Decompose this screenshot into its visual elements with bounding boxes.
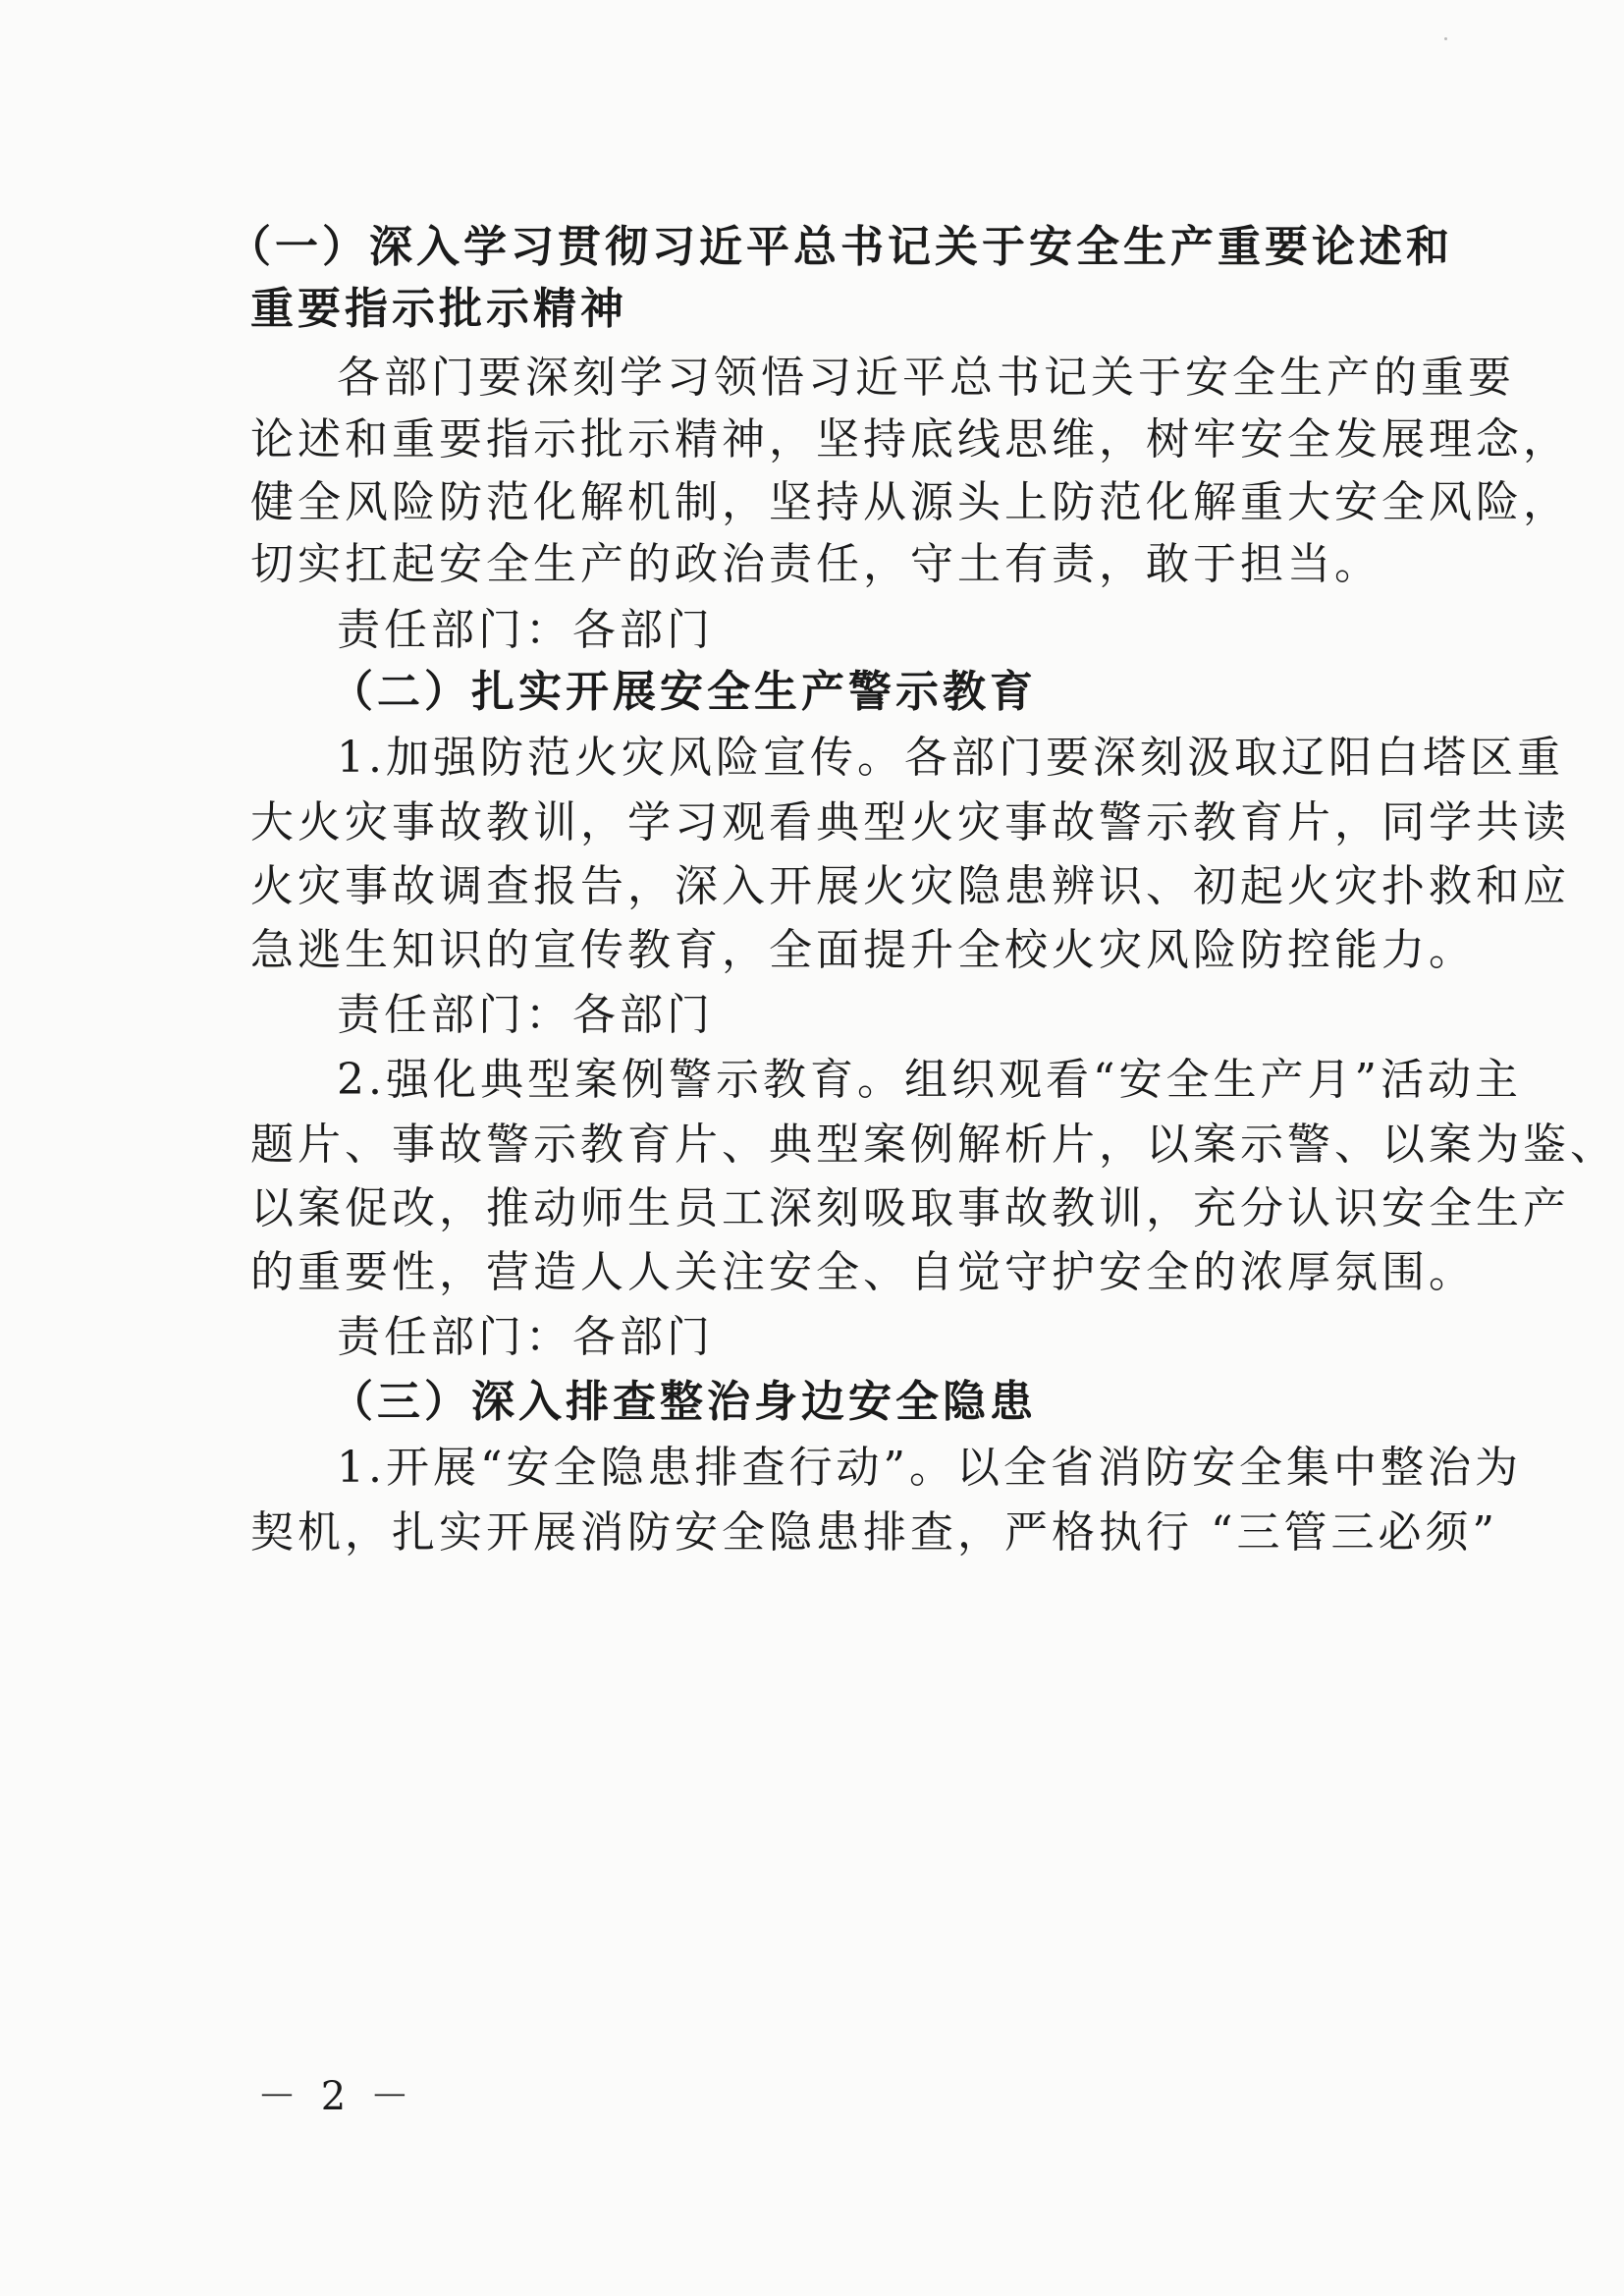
section-2-item-1-line-1: 1.加强防范火灾风险宣传。各部门要深刻汲取辽阳白塔区重 [337,733,1564,783]
section-1-body-line-3: 健全风险防范化解机制，坚持从源头上防范化解重大安全风险， [250,477,1570,527]
section-3-item-1-line-2: 契机，扎实开展消防安全隐患排查，严格执行 “三管三必须” [250,1507,1498,1558]
section-1-body-line-4: 切实扛起安全生产的政治责任，守土有责，敢于担当。 [250,539,1381,589]
section-2-item-2-responsible: 责任部门：各部门 [337,1312,714,1362]
page-number: － 2 － [257,2074,415,2119]
section-2-item-2-line-3: 以案促改，推动师生员工深刻吸取事故教训，充分认识安全生产 [250,1183,1570,1233]
section-2-item-1-line-4: 急逃生知识的宣传教育，全面提升全校火灾风险防控能力。 [250,925,1476,975]
section-1-heading-line-1: （一）深入学习贯彻习近平总书记关于安全生产重要论述和 [228,222,1453,272]
section-2-item-1-line-3: 火灾事故调查报告，深入开展火灾隐患辨识、初起火灾扑救和应 [250,861,1570,911]
section-1-responsible: 责任部门：各部门 [337,605,714,655]
section-2-item-2-line-1: 2.强化典型案例警示教育。组织观看“安全生产月”活动主 [337,1055,1522,1105]
section-2-item-2-line-4: 的重要性，营造人人关注安全、自觉守护安全的浓厚氛围。 [250,1247,1476,1297]
section-1-body-line-1: 各部门要深刻学习领悟习近平总书记关于安全生产的重要 [337,353,1515,403]
scan-artifact [1444,37,1447,40]
section-2-item-1-line-2: 大火灾事故教训，学习观看典型火灾事故警示教育片，同学共读 [250,797,1570,847]
section-3-heading: （三）深入排查整治身边安全隐患 [330,1377,1037,1427]
section-2-item-2-line-2: 题片、事故警示教育片、典型案例解析片，以案示警、以案为鉴、 [250,1120,1617,1170]
section-1-heading-line-2: 重要指示批示精神 [250,284,627,334]
section-2-item-1-responsible: 责任部门：各部门 [337,990,714,1040]
section-2-heading: （二）扎实开展安全生产警示教育 [330,667,1037,717]
section-3-item-1-line-1: 1.开展“安全隐患排查行动”。以全省消防安全集中整治为 [337,1443,1522,1493]
section-1-body-line-2: 论述和重要指示批示精神，坚持底线思维，树牢安全发展理念， [250,414,1570,465]
